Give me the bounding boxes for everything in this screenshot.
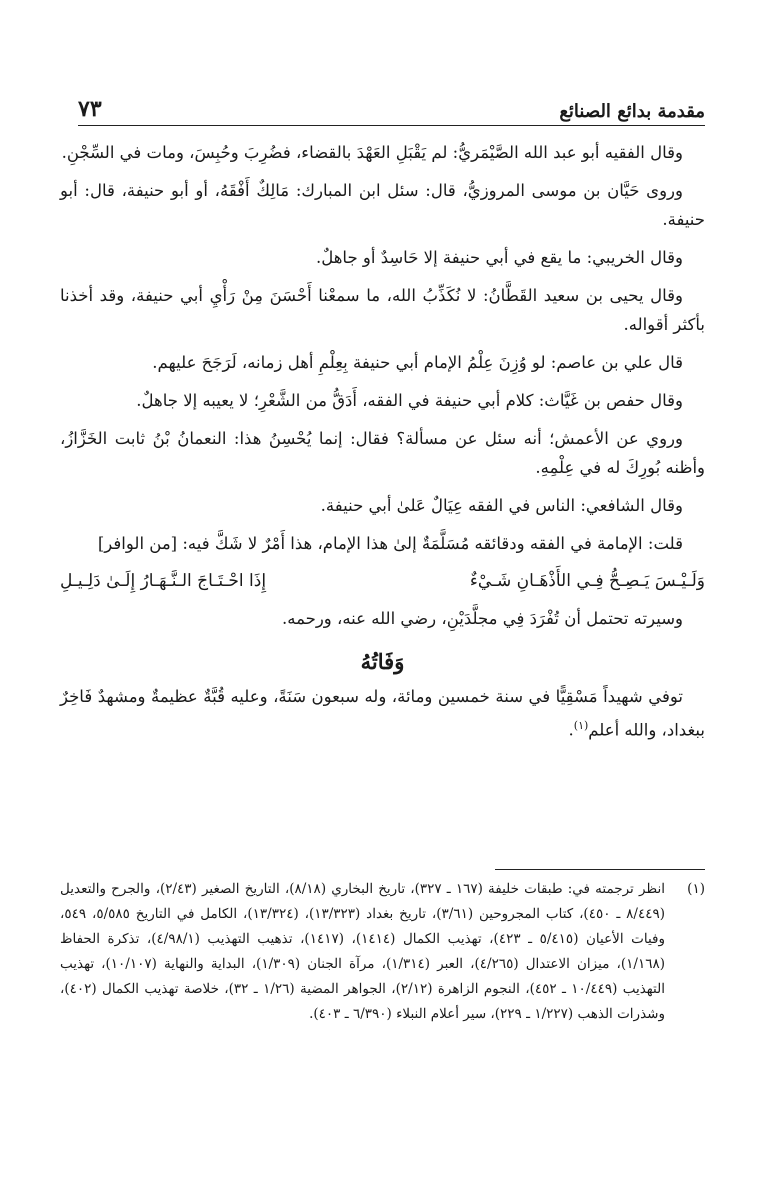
main-text xyxy=(60,138,705,754)
footnote-reference[interactable]: (١) xyxy=(573,719,589,732)
verse-second-hemistich: إِذَا احْـتَـاجَ الـنَّـهَـارُ إِلَـىٰ دَلِـيـلِ xyxy=(60,571,267,591)
page-number: ٧٣ xyxy=(78,96,102,122)
paragraph-hafs: وقال حفص بن غَيَّاث: كلام أبي حنيفة في الفقه، أَدَقُّ من الشَّعْرِ؛ لا يعيبه إلا جاهلٌ. xyxy=(136,391,683,410)
poem-verse xyxy=(60,567,705,596)
running-header xyxy=(78,88,705,122)
paragraph-saymari: وقال الفقيه أبو عبد الله الصَّيْمَريُّ: لم يَقْبَلِ العَهْدَ بالقضاء، فضُرِبَ وحُبِسَ، ومات في السِّجْنِ. xyxy=(61,143,683,162)
paragraph-death: توفي شهيداً مَسْقِيًّا في سنة خمسين ومائة، وله سبعون سَنَةً، وعليه قُبَّةٌ عظيمةٌ ومشهدٌ فَاخِرٌ ببغداد، والله أعلم$^{(١)}$. xyxy=(60,687,705,740)
header-rule xyxy=(78,125,705,126)
footnote-number: (١) xyxy=(687,881,705,897)
paragraph-khuraybi: وقال الخريبي: ما يقع في أبي حنيفة إلا حَاسِدٌ أو جاهلٌ. xyxy=(315,248,683,267)
paragraph-ali-ibn-asim: قال علي بن عاصم: لو وُزِنَ عِلْمُ الإمام أبي حنيفة بِعِلْمِ أهل زمانه، لَرَجَحَ عليهم. xyxy=(152,353,683,372)
death-text: توفي شهيداً مَسْقِيًّا في سنة خمسين ومائة، وله سبعون سَنَةً، وعليه قُبَّةٌ عظيمةٌ ومشهدٌ فَاخِرٌ ببغداد، والله أعلم xyxy=(60,687,705,740)
paragraph-amash: وروي عن الأعمش؛ أنه سئل عن مسألة؟ فقال: إنما يُحْسِنُ هذا: النعمانُ بْنُ ثابت الخَزَّازُ، وأظنه بُورِكَ له في عِلْمِهِ. xyxy=(60,429,705,477)
paragraph-biography-note: وسيرته تحتمل أن تُفْرَدَ فِي مجلَّدَيْنِ، رضي الله عنه، ورحمه. xyxy=(281,609,683,628)
paragraph-ibn-mubarak: وروى حَيَّان بن موسى المروزيُّ، قال: سئل ابن المبارك: مَالِكٌ أَفْقَهُ، أو أبو حنيفة، قال: أبو حنيفة. xyxy=(60,181,705,229)
section-title-death: وَفَاتُهُ xyxy=(360,649,405,674)
paragraph-shafii: وقال الشافعي: الناس في الفقه عِيَالٌ عَلىٰ أبي حنيفة. xyxy=(320,496,683,515)
paragraph-imamate: قلت: الإمامة في الفقه ودقائقه مُسَلَّمَةٌ إلىٰ هذا الإمام، هذا أَمْرٌ لا شَكَّ فيه: [من الوافر] xyxy=(97,534,683,553)
paragraph-qattan: وقال يحيى بن سعيد القَطَّانُ: لا نُكَذِّبُ الله، ما سمعْنا أَحْسَنَ مِنْ رَأْيِ أبي حنيفة، وقد أخذنا بأكثر أقواله. xyxy=(60,286,705,334)
footnotes-area xyxy=(60,877,705,1027)
footnote-item xyxy=(60,877,705,1027)
footnote-text: انظر ترجمته في: طبقات خليفة (١٦٧ ـ ٣٢٧)، تاريخ البخاري (٨/١٨)، التاريخ الصغير (٢/٤٣)، والجرح والتعديل (٨/٤٤٩ ـ ٤٥٠)، كتاب المجروحين (٣/٦١)، تاريخ بغداد (١٣/٣٢٣)، (١٣/٣٢٤)، الكامل في التاريخ ٥/٥٨٥، ٥٤٩، وفيات الأعيان (٥/٤١٥ ـ ٤٢٣)، تهذيب الكمال (١٤١٤)، (١٤١٧)، تذهيب التهذيب (٤/٩٨/١)، تذكرة الحفاظ (١/١٦٨)، ميزان الاعتدال (٤/٢٦٥)، العبر (١/٣١٤)، مرآة الجنان (١/٣٠٩)، البداية والنهاية (١٠/١٠٧)، تهذيب التهذيب (١٠/٤٤٩ ـ ٤٥٢)، النجوم الزاهرة (٢/١٢)، الجواهر المضية (١/٢٦ ـ ٣٢)، خلاصة تهذيب الكمال (٤٠٢)، وشذرات الذهب (١/٢٢٧ ـ ٢٢٩)، سير أعلام النبلاء (٦/٣٩٠ ـ ٤٠٣). xyxy=(60,881,666,1022)
running-title: مقدمة بدائع الصنائع xyxy=(559,101,705,122)
footnote-rule xyxy=(495,869,705,870)
verse-first-hemistich: وَلَـيْـسَ يَـصِـحُّ فِـي الأَذْهَـانِ شَـيْءٌ xyxy=(469,571,705,591)
